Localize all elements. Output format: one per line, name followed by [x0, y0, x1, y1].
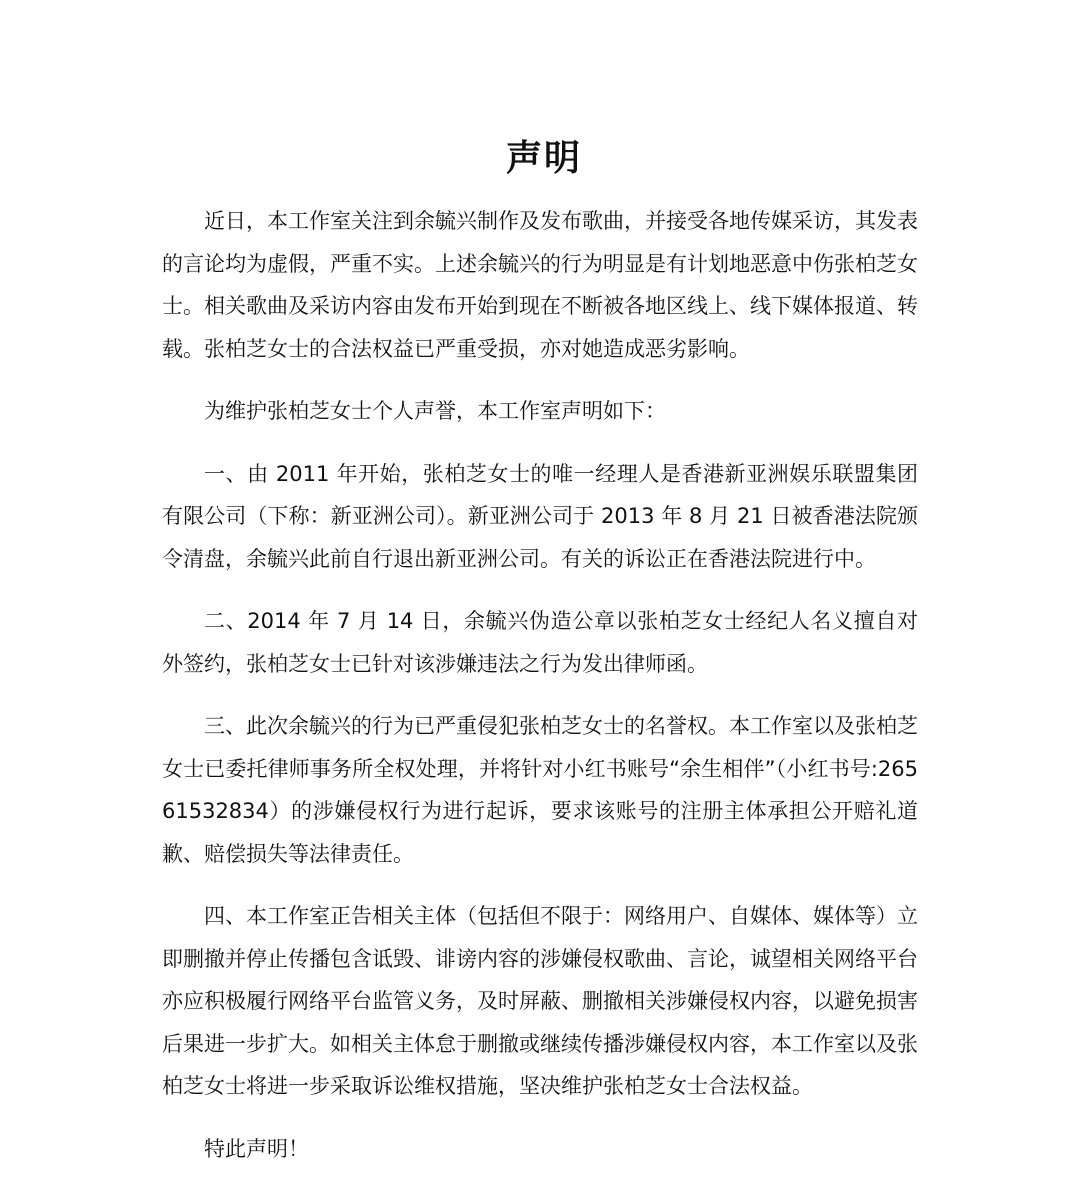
- document-title: 声明: [505, 138, 582, 179]
- paragraph-declaration-lead: 为维护张柏芝女士个人声誉，本工作室声明如下：: [204, 399, 666, 423]
- statement-body: [162, 200, 918, 1190]
- paragraph-intro: 近日，本工作室关注到余毓兴制作及发布歌曲，并接受各地传媒采访，其发表的言论均为虚假，严重不实。上述余毓兴的行为明显是有计划地恶意中伤张柏芝女士。相关歌曲及采访内容由发布开始到现在不断被各地区线上、线下媒体报道、转载。张柏芝女士的合法权益已严重受损，亦对她造成恶劣影响。: [162, 209, 918, 361]
- paragraph-closing: 特此声明！: [204, 1136, 309, 1161]
- paragraph-point-four: 四、本工作室正告相关主体（包括但不限于：网络用户、自媒体、媒体等）立即删撤并停止传播包含诋毁、诽谤内容的涉嫌侵权歌曲、言论，诚望相关网络平台亦应积极履行网络平台监管义务，及时屏蔽、删撤相关涉嫌侵权内容，以避免损害后果进一步扩大。如相关主体怠于删撤或继续传播涉嫌侵权内容，本工作室以及张柏芝女士将进一步采取诉讼维权措施，坚决维护张柏芝女士合法权益。: [162, 904, 918, 1098]
- paragraph-point-two: 二、2014 年 7 月 14 日，余毓兴伪造公章以张柏芝女士经纪人名义擅自对外签约，张柏芝女士已针对该涉嫌违法之行为发出律师函。: [162, 609, 918, 676]
- paragraph-point-one: 一、由 2011 年开始，张柏芝女士的唯一经理人是香港新亚洲娱乐联盟集团有限公司（下称：新亚洲公司）。新亚洲公司于 2013 年 8 月 21 日被香港法院颁令清盘，余毓兴此前自行退出新亚洲公司。有关的诉讼正在香港法院进行中。: [162, 461, 918, 571]
- paragraph-point-three: 三、此次余毓兴的行为已严重侵犯张柏芝女士的名誉权。本工作室以及张柏芝女士已委托律师事务所全权处理，并将针对小红书账号“余生相伴”（小红书号:26561532834）的涉嫌侵权行为进行起诉，要求该账号的注册主体承担公开赔礼道歉、赔偿损失等法律责任。: [162, 714, 918, 866]
